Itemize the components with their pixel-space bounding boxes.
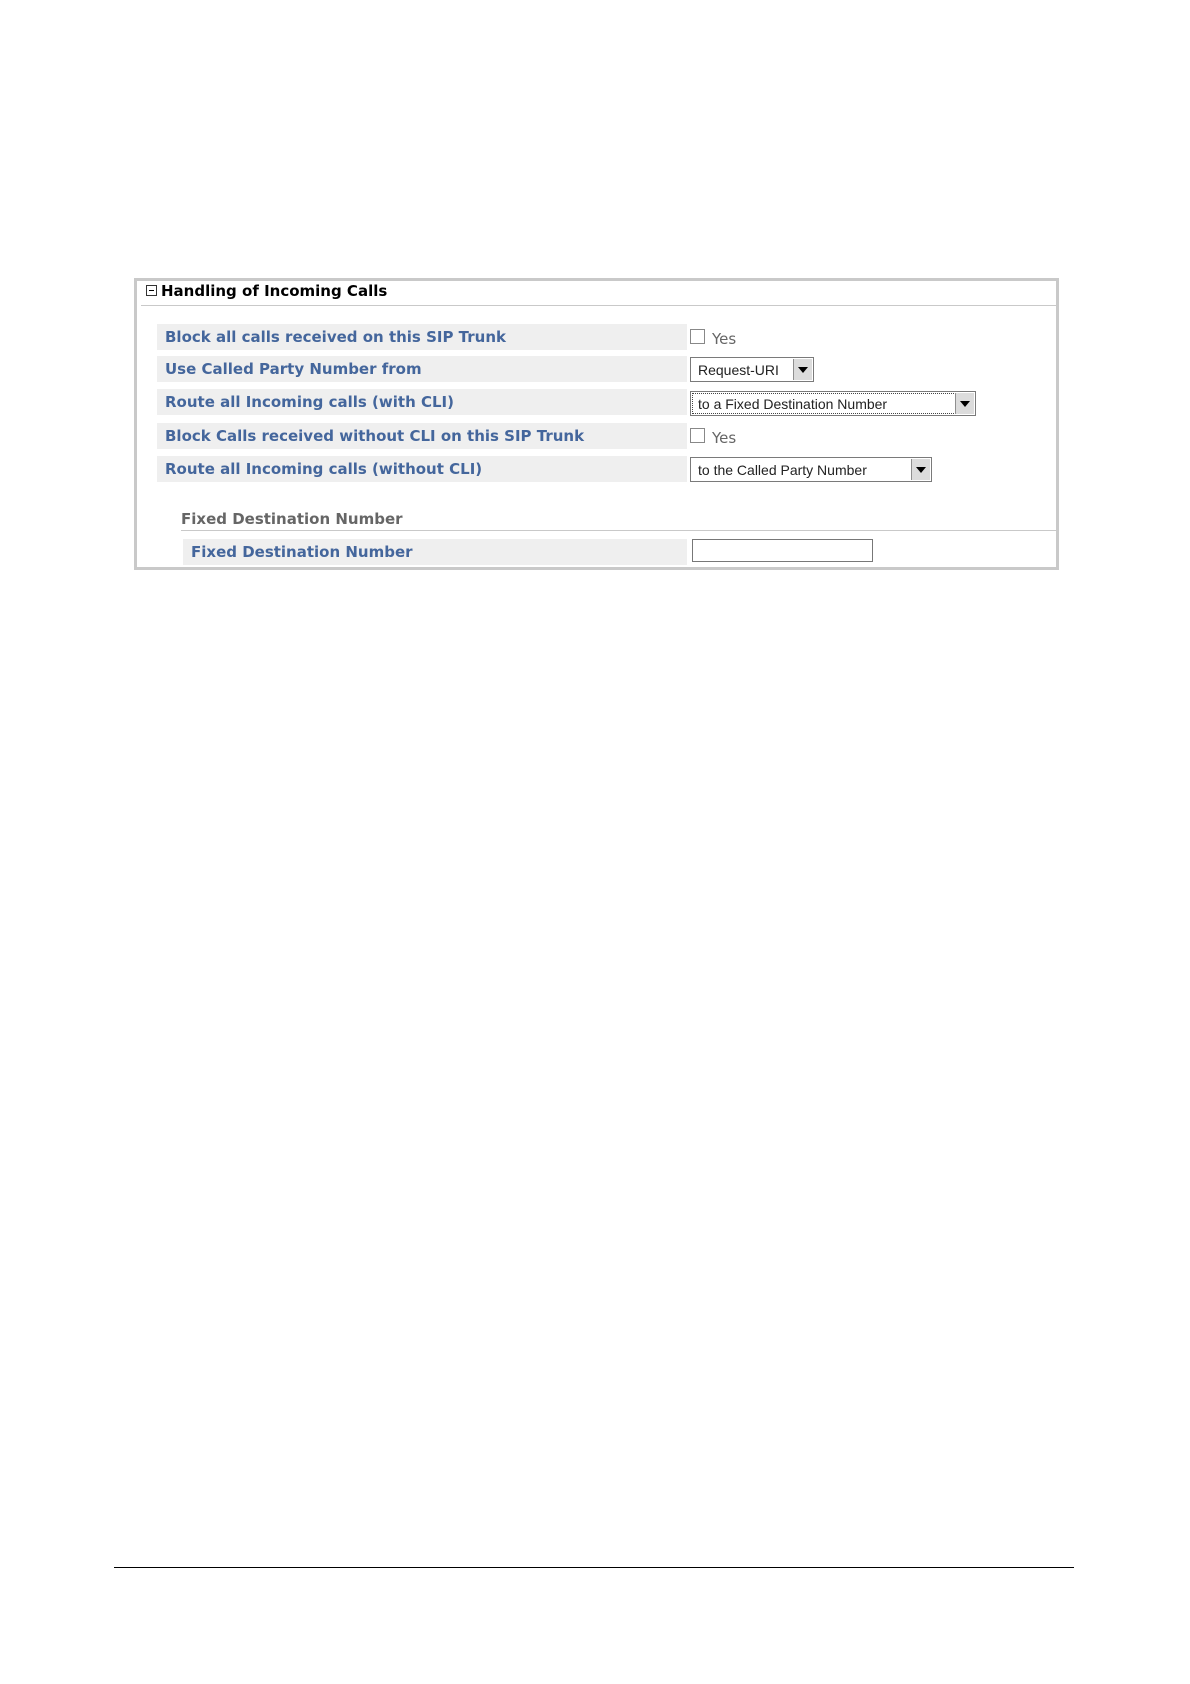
called-party-source-select[interactable] — [690, 357, 814, 382]
row-route-without-cli — [157, 456, 687, 482]
fixed-destination-input[interactable] — [692, 539, 873, 562]
row-called-party-source — [157, 356, 687, 382]
route-without-cli-select[interactable] — [690, 457, 932, 482]
row-label: Route all Incoming calls (without CLI) — [165, 460, 483, 478]
row-label: Route all Incoming calls (with CLI) — [165, 393, 454, 411]
panel-header — [141, 281, 1056, 306]
select-value: Request-URI — [698, 362, 779, 378]
block-all-calls-checkbox[interactable] — [690, 329, 705, 344]
row-block-all-calls — [157, 324, 687, 350]
row-label: Block all calls received on this SIP Trunk — [165, 328, 506, 346]
row-block-without-cli — [157, 423, 687, 449]
dropdown-arrow-icon[interactable] — [793, 359, 812, 380]
select-value: to a Fixed Destination Number — [698, 396, 888, 412]
row-fixed-destination — [183, 539, 687, 565]
row-route-with-cli — [157, 389, 687, 415]
dropdown-arrow-icon[interactable] — [911, 459, 930, 480]
block-without-cli-checkbox[interactable] — [690, 428, 705, 443]
checkbox-option-label: Yes — [712, 330, 737, 348]
row-label: Use Called Party Number from — [165, 360, 422, 378]
route-with-cli-select[interactable] — [690, 391, 976, 416]
incoming-calls-panel — [134, 278, 1059, 570]
subsection-title: Fixed Destination Number — [181, 510, 403, 528]
footer-rule — [114, 1567, 1074, 1568]
panel-title: Handling of Incoming Calls — [161, 282, 388, 300]
dropdown-arrow-icon[interactable] — [955, 393, 974, 414]
checkbox-option-label: Yes — [712, 429, 737, 447]
row-label: Fixed Destination Number — [191, 543, 413, 561]
subsection-divider — [181, 530, 1056, 531]
collapse-minus-icon[interactable] — [146, 285, 157, 296]
row-label: Block Calls received without CLI on this SIP Trunk — [165, 427, 585, 445]
select-value: to the Called Party Number — [698, 462, 867, 478]
